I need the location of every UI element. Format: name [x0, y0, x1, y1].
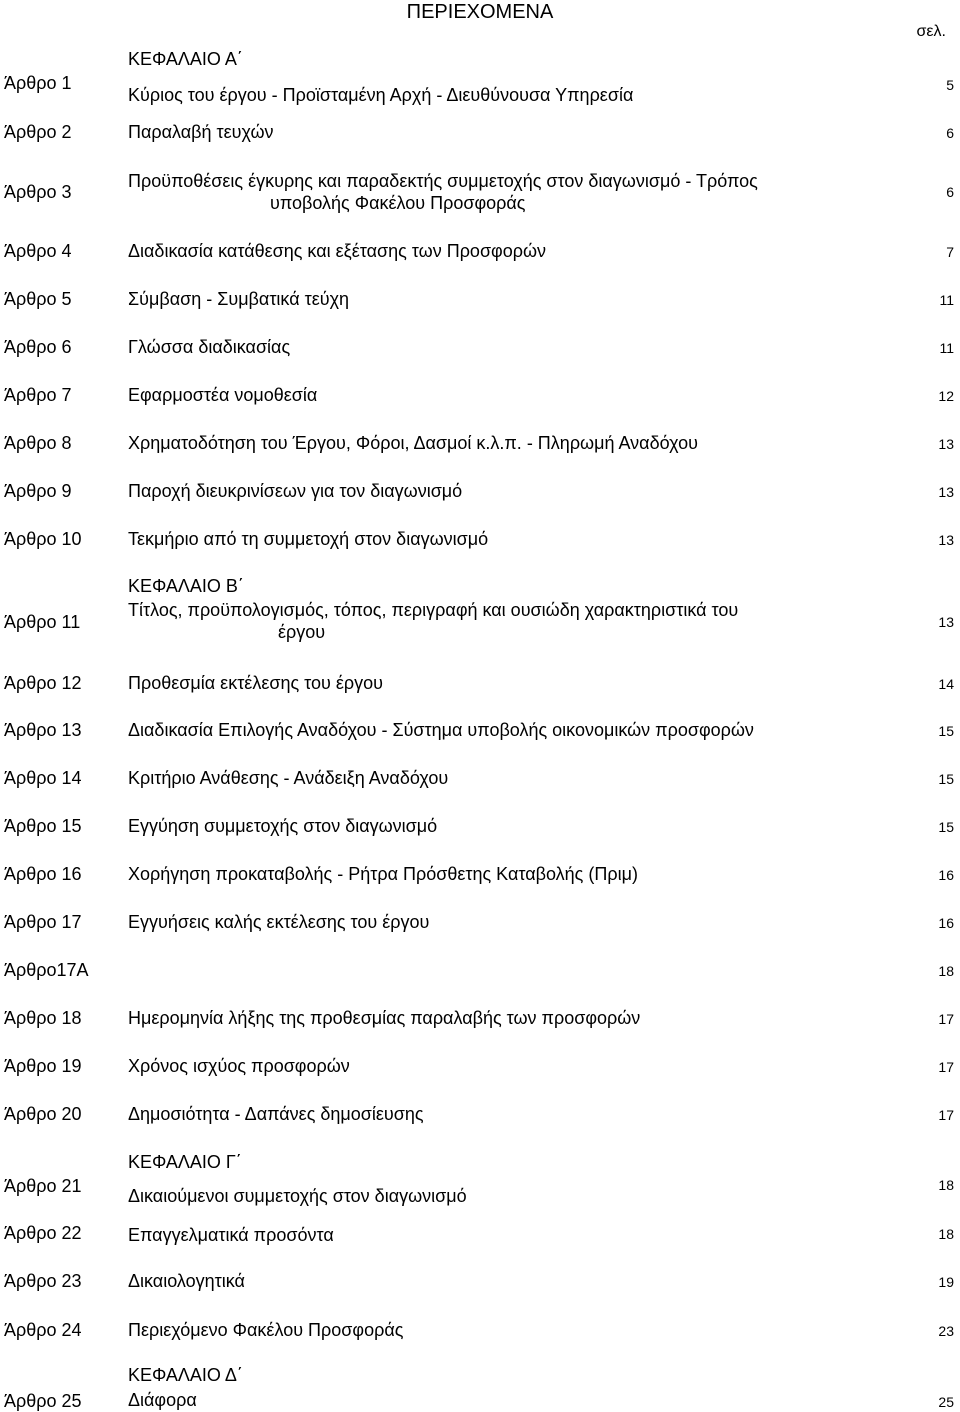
article-number: Άρθρο 18 [4, 1008, 82, 1028]
article-number: Άρθρο 9 [4, 481, 72, 501]
article-title: Παροχή διευκρινίσεων για τον διαγωνισμό [128, 481, 463, 501]
article-title: Προϋποθέσεις έγκυρης και παραδεκτής συμμετοχής στον διαγωνισμό - Τρόπος [128, 171, 758, 191]
article-title: Εγγυήσεις καλής εκτέλεσης του έργου [128, 912, 430, 932]
article-title: Κριτήριο Ανάθεσης - Ανάδειξη Αναδόχου [128, 768, 449, 788]
page-number: 13 [938, 614, 954, 630]
page-number: 6 [946, 184, 954, 200]
page-number: 13 [938, 436, 954, 452]
page-number: 17 [938, 1059, 954, 1075]
page-column-label: σελ. [916, 23, 946, 40]
article-number: Άρθρο 21 [4, 1176, 82, 1196]
article-number: Άρθρο 4 [4, 241, 72, 261]
article-number: Άρθρο17Α [4, 960, 89, 980]
article-number: Άρθρο 1 [4, 73, 72, 93]
article-title-continued: υποβολής Φακέλου Προσφοράς [270, 193, 526, 213]
article-title: Παραλαβή τευχών [128, 122, 274, 142]
article-title: Χρηματοδότηση του Έργου, Φόροι, Δασμοί κ.λ.π. - Πληρωμή Αναδόχου [128, 433, 698, 453]
article-title: Γλώσσα διαδικασίας [128, 337, 291, 357]
page-number: 18 [938, 1226, 954, 1242]
article-number: Άρθρο 2 [4, 122, 72, 142]
page-number: 11 [939, 340, 954, 356]
article-number: Άρθρο 15 [4, 816, 82, 836]
chapter-heading: ΚΕΦΑΛΑΙΟ Δ΄ [128, 1365, 243, 1385]
article-title: Κύριος του έργου - Προϊσταμένη Αρχή - Διευθύνουσα Υπηρεσία [128, 85, 634, 105]
page-number: 14 [938, 676, 954, 692]
article-title: Εγγύηση συμμετοχής στον διαγωνισμό [128, 816, 438, 836]
page-number: 13 [938, 532, 954, 548]
page-number: 13 [938, 484, 954, 500]
chapter-heading: ΚΕΦΑΛΑΙΟ Α΄ [128, 49, 243, 69]
article-title: Διαδικασία Επιλογής Αναδόχου - Σύστημα υποβολής οικονομικών προσφορών [128, 720, 754, 740]
article-number: Άρθρο 5 [4, 289, 72, 309]
article-title: Δικαιολογητικά [128, 1271, 245, 1291]
article-number: Άρθρο 22 [4, 1223, 82, 1243]
page-number: 5 [946, 77, 954, 93]
article-title: Διάφορα [128, 1390, 197, 1410]
article-title: Χρόνος ισχύος προσφορών [128, 1056, 350, 1076]
page-number: 23 [938, 1323, 954, 1339]
article-number: Άρθρο 12 [4, 673, 82, 693]
page-number: 25 [938, 1394, 954, 1410]
page-number: 15 [938, 771, 954, 787]
article-number: Άρθρο 17 [4, 912, 82, 932]
page-number: 12 [938, 388, 954, 404]
page-number: 7 [946, 244, 954, 260]
article-title: Τίτλος, προϋπολογισμός, τόπος, περιγραφή και ουσιώδη χαρακτηριστικά του [128, 600, 739, 620]
article-title: Δικαιούμενοι συμμετοχής στον διαγωνισμό [128, 1186, 467, 1206]
page-number: 17 [938, 1011, 954, 1027]
article-title: Προθεσμία εκτέλεσης του έργου [128, 673, 383, 693]
article-title: Εφαρμοστέα νομοθεσία [128, 385, 318, 405]
page-number: 15 [938, 723, 954, 739]
article-title: Επαγγελματικά προσόντα [128, 1225, 334, 1245]
page-number: 16 [938, 867, 954, 883]
article-number: Άρθρο 7 [4, 385, 72, 405]
page-number: 19 [938, 1274, 954, 1290]
article-title: Δημοσιότητα - Δαπάνες δημοσίευσης [128, 1104, 424, 1124]
article-title: Τεκμήριο από τη συμμετοχή στον διαγωνισμό [128, 529, 489, 549]
article-number: Άρθρο 23 [4, 1271, 82, 1291]
chapter-heading: ΚΕΦΑΛΑΙΟ Γ΄ [128, 1152, 242, 1172]
article-number: Άρθρο 16 [4, 864, 82, 884]
page-number: 17 [938, 1107, 954, 1123]
article-number: Άρθρο 25 [4, 1391, 82, 1411]
page-number: 6 [946, 125, 954, 141]
article-number: Άρθρο 6 [4, 337, 72, 357]
article-number: Άρθρο 14 [4, 768, 82, 788]
article-number: Άρθρο 11 [4, 612, 81, 632]
page-number: 15 [938, 819, 954, 835]
article-title: Χορήγηση προκαταβολής - Ρήτρα Πρόσθετης Καταβολής (Πριμ) [128, 864, 638, 884]
article-number: Άρθρο 8 [4, 433, 72, 453]
article-number: Άρθρο 19 [4, 1056, 82, 1076]
article-title: Σύμβαση - Συμβατικά τεύχη [128, 289, 350, 309]
page-number: 18 [938, 963, 954, 979]
toc-title: ΠΕΡΙΕΧΟΜΕΝΑ [406, 1, 554, 23]
article-title: Ημερομηνία λήξης της προθεσμίας παραλαβής των προσφορών [128, 1008, 641, 1028]
article-title: Περιεχόμενο Φακέλου Προσφοράς [128, 1320, 404, 1340]
page-number: 16 [938, 915, 954, 931]
article-number: Άρθρο 20 [4, 1104, 82, 1124]
page-number: 18 [938, 1177, 954, 1193]
article-title: Διαδικασία κατάθεσης και εξέτασης των Προσφορών [128, 241, 547, 261]
article-number: Άρθρο 10 [4, 529, 82, 549]
chapter-heading: ΚΕΦΑΛΑΙΟ Β΄ [128, 576, 244, 596]
page-number: 11 [939, 292, 954, 308]
article-number: Άρθρο 3 [4, 182, 72, 202]
article-number: Άρθρο 24 [4, 1320, 82, 1340]
article-number: Άρθρο 13 [4, 720, 82, 740]
article-title-continued: έργου [278, 622, 326, 642]
